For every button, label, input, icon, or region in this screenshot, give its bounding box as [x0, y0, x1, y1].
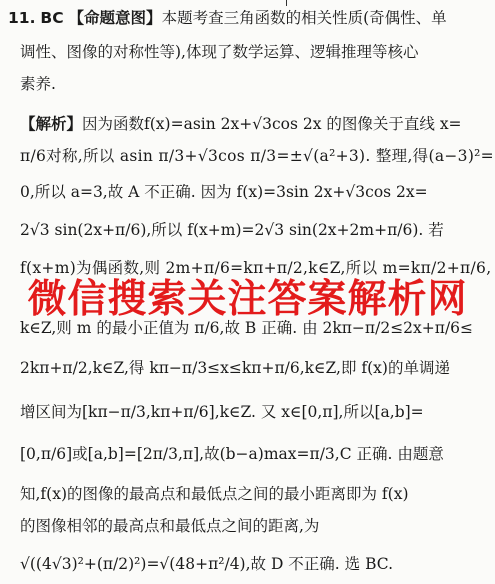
- text-line-13: 知,f(x)的图像的最高点和最低点之间的最小距离即为 f(x): [20, 485, 409, 503]
- text-line-8: f(x+m)为偶函数,则 2m+π/6=kπ+π/2,k∈Z,所以 m=kπ/2+π/6,: [20, 259, 492, 277]
- text-line-6: 0,所以 a=3,故 A 不正确. 因为 f(x)=3sin 2x+√3cos 2x=: [20, 183, 428, 201]
- text-line-9: k∈Z,则 m 的最小正值为 π/6,故 B 正确. 由 2kπ−π/2≤2x+π/6≤: [20, 319, 474, 337]
- text-line-5: π/6对称,所以 asin π/3+√3cos π/3=±√(a²+3). 整理,得(a−3)²=: [20, 147, 494, 165]
- text-line-10: 2kπ+π/2,k∈Z,得 kπ−π/3≤x≤kπ+π/6,k∈Z,即 f(x)的单调递: [20, 359, 450, 377]
- text-line-4: 因为函数f(x)=asin 2x+√3cos 2x 的图像关于直线 x=: [82, 115, 462, 133]
- intent-tag: 【命题意图】: [68, 8, 162, 27]
- text-line-12: [0,π/6]或[a,b]=[2π/3,π],故(b−a)max=π/3,C 正确. 由题意: [20, 445, 444, 463]
- text-line-14: 的图像相邻的最高点和最低点之间的距离,为: [20, 517, 320, 535]
- analysis-tag: 【解析】: [20, 114, 83, 133]
- text-line-11: 增区间为[kπ−π/3,kπ+π/6],k∈Z. 又 x∈[0,π],所以[a,b]=: [20, 403, 424, 421]
- text-line-7: 2√3 sin(2x+π/6),所以 f(x+m)=2√3 sin(2x+2m+π/6). 若: [20, 221, 444, 239]
- text-line-1: 本题考查三角函数的相关性质(奇偶性、单: [161, 9, 447, 27]
- answer-label: BC: [40, 9, 64, 27]
- problem-number: 11.: [8, 9, 36, 27]
- watermark-text: 微信搜索关注答案解析网: [27, 277, 468, 322]
- text-line-3: 素养.: [20, 75, 56, 93]
- text-line-15: √((4√3)²+(π/2)²)=√(48+π²/4),故 D 不正确. 选 BC.: [20, 555, 393, 573]
- analysis-line-1: [20, 112, 495, 134]
- text-line-2: 调性、图像的对称性等),体现了数学运算、逻辑推理等核心: [20, 43, 419, 61]
- problem-header: [8, 6, 495, 28]
